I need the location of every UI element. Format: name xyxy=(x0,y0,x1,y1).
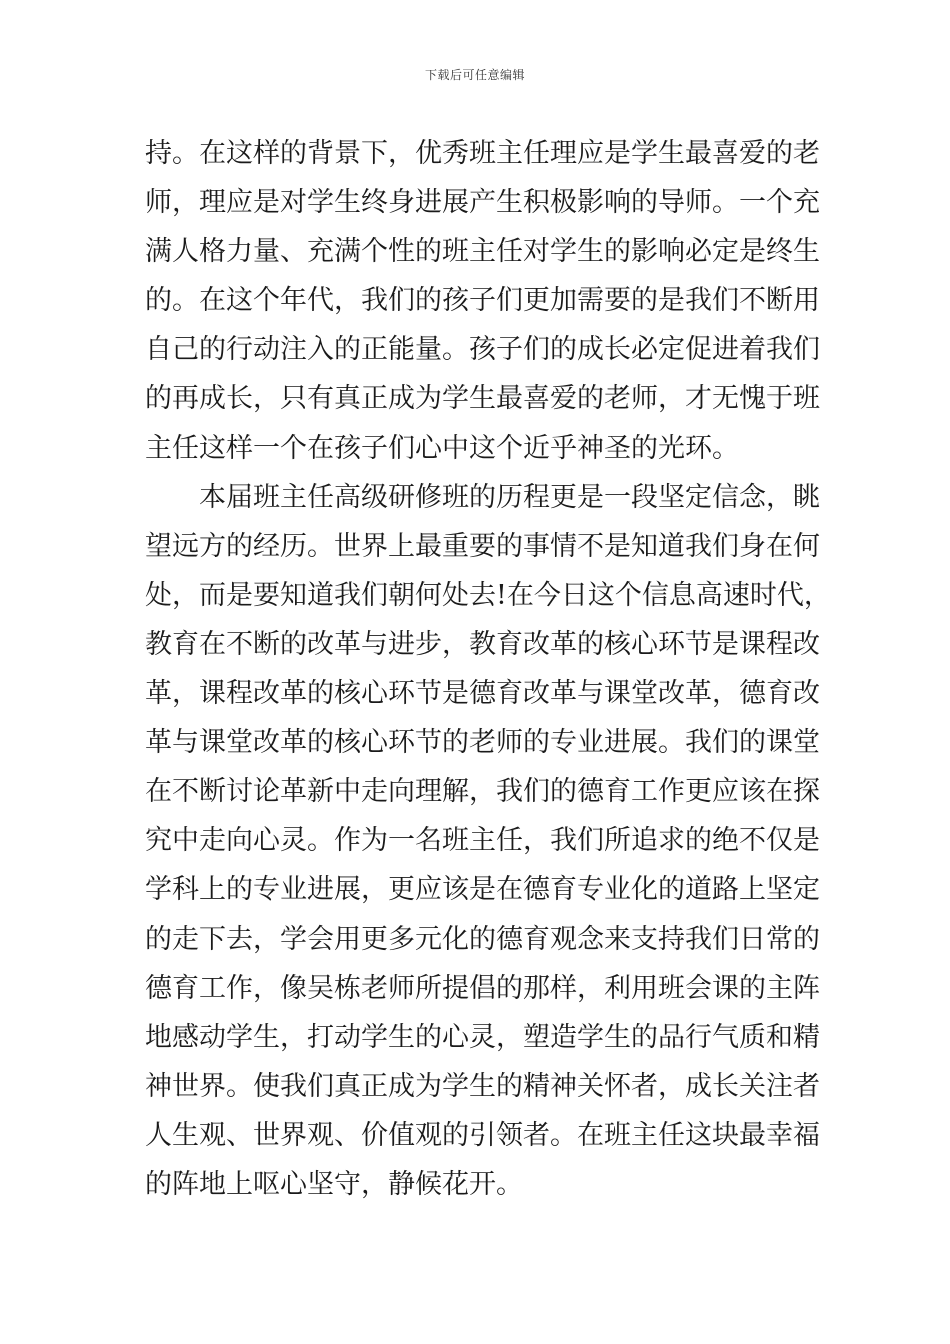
header-note: 下载后可任意编辑 xyxy=(424,68,525,82)
text-line: 德育工作，像吴栋老师所提倡的那样，利用班会课的主阵 xyxy=(145,972,820,1004)
text-line: 学科上的专业进展，更应该是在德育专业化的道路上坚定 xyxy=(145,874,820,906)
text-line: 教育在不断的改革与进步，教育改革的核心环节是课程改 xyxy=(145,628,820,660)
text-line: 的走下去，学会用更多元化的德育观念来支持我们日常的 xyxy=(145,923,820,955)
text-line: 的阵地上呕心坚守，静候花开。 xyxy=(145,1168,523,1200)
text-line: 处，而是要知道我们朝何处去!在今日这个信息高速时代， xyxy=(145,579,831,611)
text-line: 本届班主任高级研修班的历程更是一段坚定信念，眺 xyxy=(199,481,820,513)
paragraph-2 xyxy=(145,473,831,1209)
text-line: 的再成长，只有真正成为学生最喜爱的老师，才无愧于班 xyxy=(145,383,820,415)
paragraph-1 xyxy=(145,129,820,473)
text-line: 人生观、世界观、价值观的引领者。在班主任这块最幸福 xyxy=(145,1119,820,1151)
text-line: 的。在这个年代，我们的孩子们更加需要的是我们不断用 xyxy=(145,285,820,317)
text-line: 神世界。使我们真正成为学生的精神关怀者，成长关注者 xyxy=(145,1070,820,1102)
text-line: 自己的行动注入的正能量。孩子们的成长必定促进着我们 xyxy=(145,334,820,366)
text-line: 地感动学生，打动学生的心灵，塑造学生的品行气质和精 xyxy=(145,1021,820,1053)
body-text xyxy=(145,129,831,1209)
text-line: 究中走向心灵。作为一名班主任，我们所追求的绝不仅是 xyxy=(145,825,820,857)
text-line: 持。在这样的背景下，优秀班主任理应是学生最喜爱的老 xyxy=(145,138,820,169)
text-line: 主任这样一个在孩子们心中这个近乎神圣的光环。 xyxy=(145,432,739,464)
text-line: 革，课程改革的核心环节是德育改革与课堂改革，德育改 xyxy=(145,678,820,710)
text-line: 革与课堂改革的核心环节的老师的专业进展。我们的课堂 xyxy=(145,727,820,759)
text-line: 望远方的经历。世界上最重要的事情不是知道我们身在何 xyxy=(145,530,820,562)
text-line: 师，理应是对学生终身进展产生积极影响的导师。一个充 xyxy=(145,187,820,219)
text-line: 在不断讨论革新中走向理解，我们的德育工作更应该在探 xyxy=(145,776,820,808)
text-line: 满人格力量、充满个性的班主任对学生的影响必定是终生 xyxy=(145,236,820,268)
